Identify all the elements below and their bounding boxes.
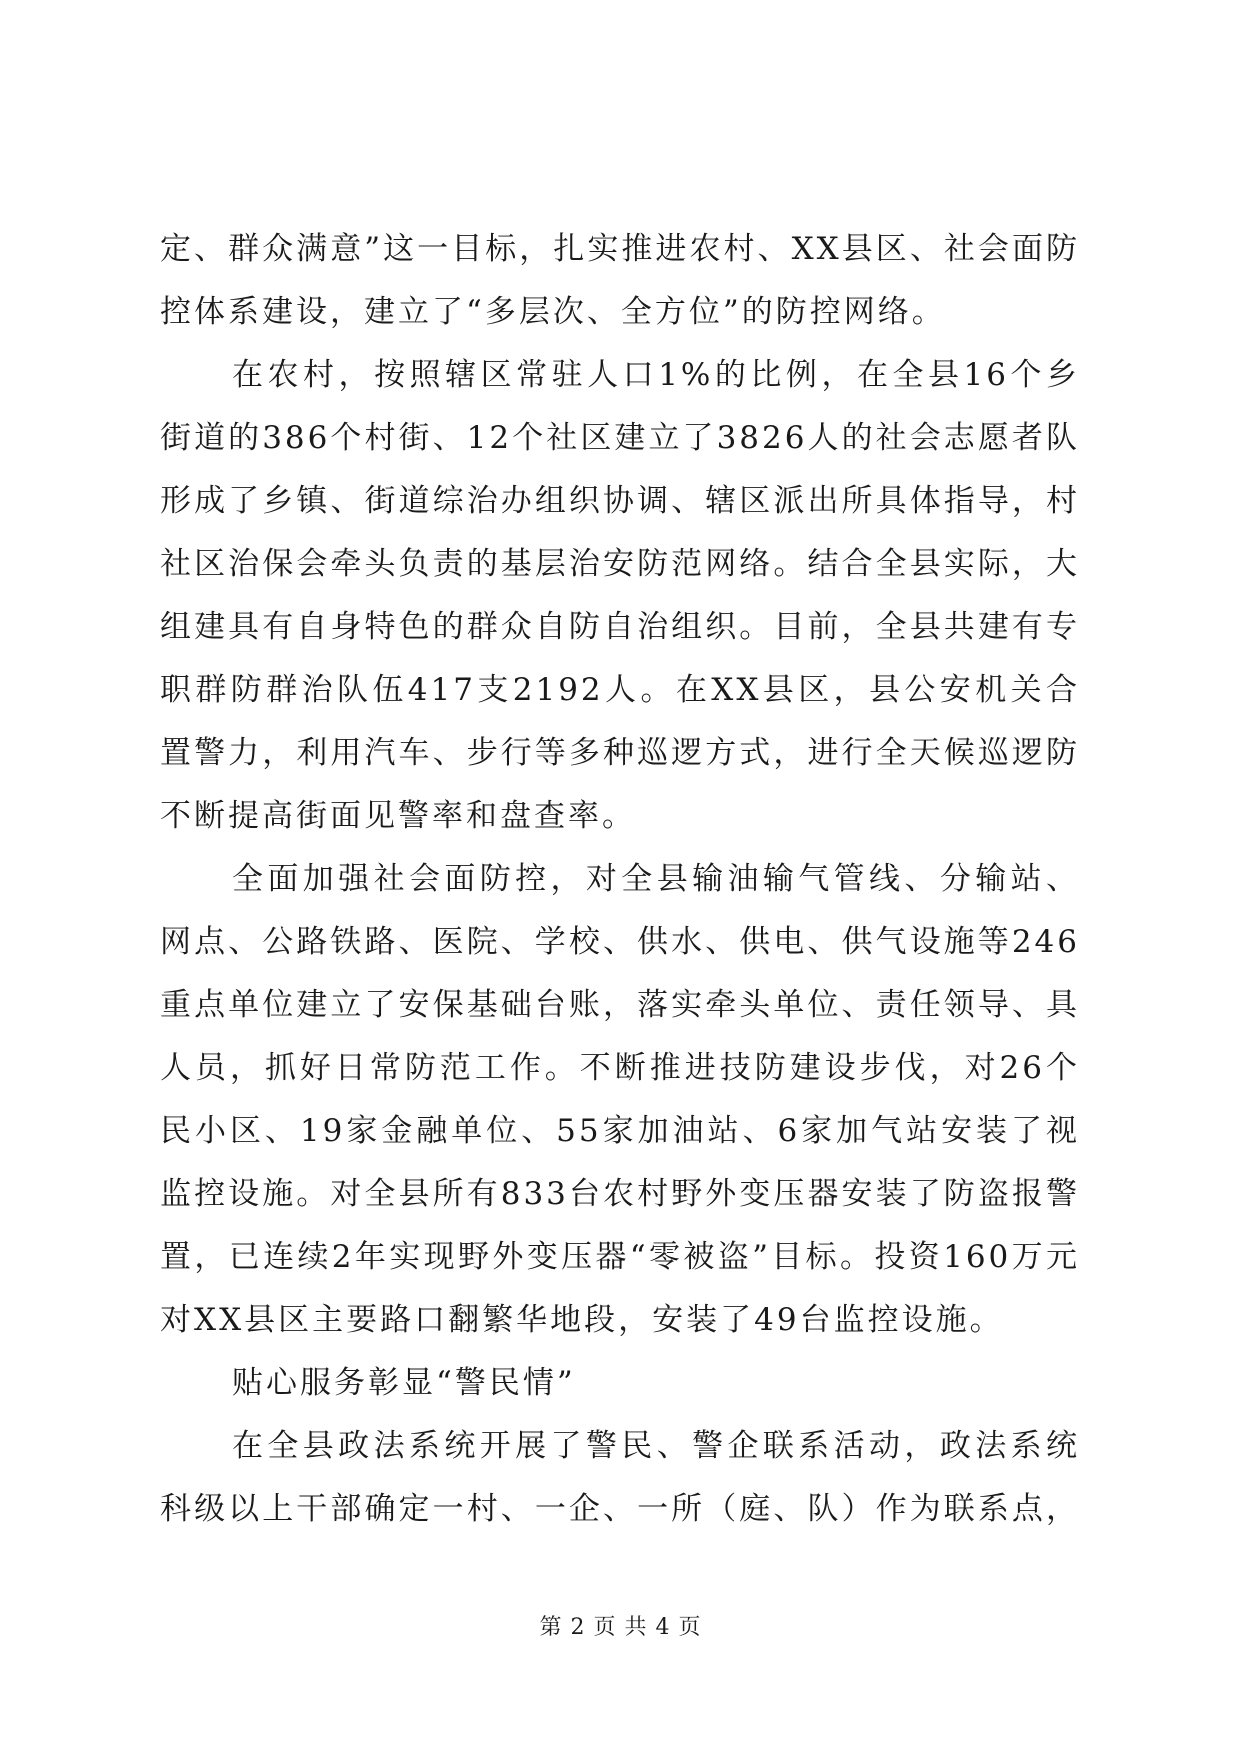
text-line: 贴心服务彰显“警民情”	[232, 1365, 576, 1401]
text-line: 社区治保会牵头负责的基层治安防范网络。结合全县实际，大	[160, 546, 1080, 582]
document-body	[160, 218, 1080, 1541]
text-line: 监控设施。对全县所有833台农村野外变压器安装了防盗报警	[160, 1176, 1080, 1212]
text-line: 置警力，利用汽车、步行等多种巡逻方式，进行全天候巡逻防	[160, 735, 1080, 771]
text-line: 街道的386个村街、12个社区建立了3826人的社会志愿者队	[160, 420, 1080, 456]
text-line: 职群防群治队伍417支2192人。在XX县区，县公安机关合	[160, 672, 1080, 708]
text-line: 控体系建设，建立了“多层次、全方位”的防控网络。	[160, 294, 946, 330]
text-line: 在农村，按照辖区常驻人口1%的比例，在全县16个乡	[232, 357, 1080, 393]
page-footer: 第 2 页 共 4 页	[539, 1615, 702, 1640]
text-line: 形成了乡镇、街道综治办组织协调、辖区派出所具体指导，村	[160, 483, 1080, 519]
text-line: 全面加强社会面防控，对全县输油输气管线、分输站、	[232, 861, 1080, 897]
text-line: 重点单位建立了安保基础台账，落实牵头单位、责任领导、具	[160, 987, 1080, 1023]
text-line: 科级以上干部确定一村、一企、一所（庭、队）作为联系点，	[160, 1491, 1080, 1527]
text-line: 网点、公路铁路、医院、学校、供水、供电、供气设施等246	[160, 924, 1080, 960]
text-line: 人员，抓好日常防范工作。不断推进技防建设步伐，对26个	[160, 1050, 1080, 1086]
text-line: 对XX县区主要路口翻繁华地段，安装了49台监控设施。	[160, 1302, 1004, 1338]
text-line: 在全县政法系统开展了警民、警企联系活动，政法系统	[232, 1428, 1080, 1464]
text-line: 置，已连续2年实现野外变压器“零被盗”目标。投资160万元	[160, 1239, 1080, 1275]
text-line: 组建具有自身特色的群众自防自治组织。目前，全县共建有专	[160, 609, 1080, 645]
text-line: 不断提高街面见警率和盘查率。	[160, 798, 636, 834]
text-line: 定、群众满意”这一目标，扎实推进农村、XX县区、社会面防	[160, 231, 1080, 267]
text-line: 民小区、19家金融单位、55家加油站、6家加气站安装了视	[160, 1113, 1080, 1149]
